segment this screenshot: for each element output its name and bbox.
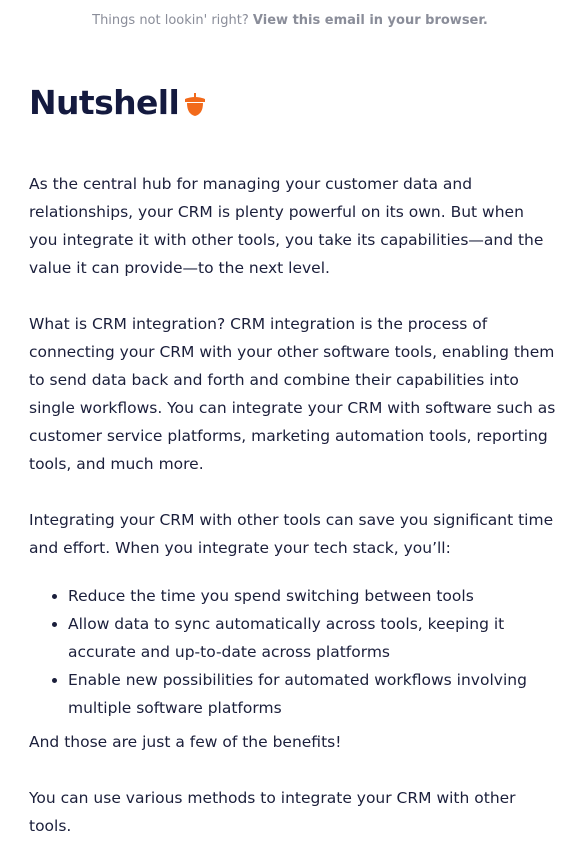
- nutshell-logo[interactable]: [29, 83, 207, 122]
- logo-wordmark: Nutshell: [29, 83, 180, 122]
- preheader: [0, 13, 580, 28]
- email-body: [29, 170, 557, 868]
- preheader-text: Things not lookin' right?: [92, 13, 253, 28]
- definition-paragraph: What is CRM integration? CRM integration is the process of connecting your CRM with your other software tools, enabling them to send data back and forth and combine their capabilities into single workflows. You can integrate your CRM with software such as customer service platforms, marketing automation tools, reporting tools, and much more.: [29, 315, 556, 473]
- intro-paragraph: As the central hub for managing your customer data and relationships, your CRM is plenty powerful on its own. But when you integrate it with other tools, you take its capabilities—and the value it can provide—to the next level.: [29, 175, 544, 277]
- methods-paragraph: You can use various methods to integrate your CRM with other tools.: [29, 789, 516, 835]
- acorn-icon: [183, 91, 207, 117]
- benefits-list: [29, 582, 557, 722]
- list-item: • Allow data to sync automatically across tools, keeping it accurate and up-to-date across platforms: [68, 610, 557, 666]
- benefits-closing-paragraph: And those are just a few of the benefits!: [29, 733, 342, 751]
- view-in-browser-link[interactable]: View this email in your browser.: [252, 13, 488, 28]
- list-item: • Reduce the time you spend switching between tools: [68, 582, 557, 610]
- list-item: • Enable new possibilities for automated workflows involving multiple software platforms: [68, 666, 557, 722]
- benefits-intro-paragraph: Integrating your CRM with other tools can save you significant time and effort. When you integrate your tech stack, you’ll:: [29, 511, 554, 557]
